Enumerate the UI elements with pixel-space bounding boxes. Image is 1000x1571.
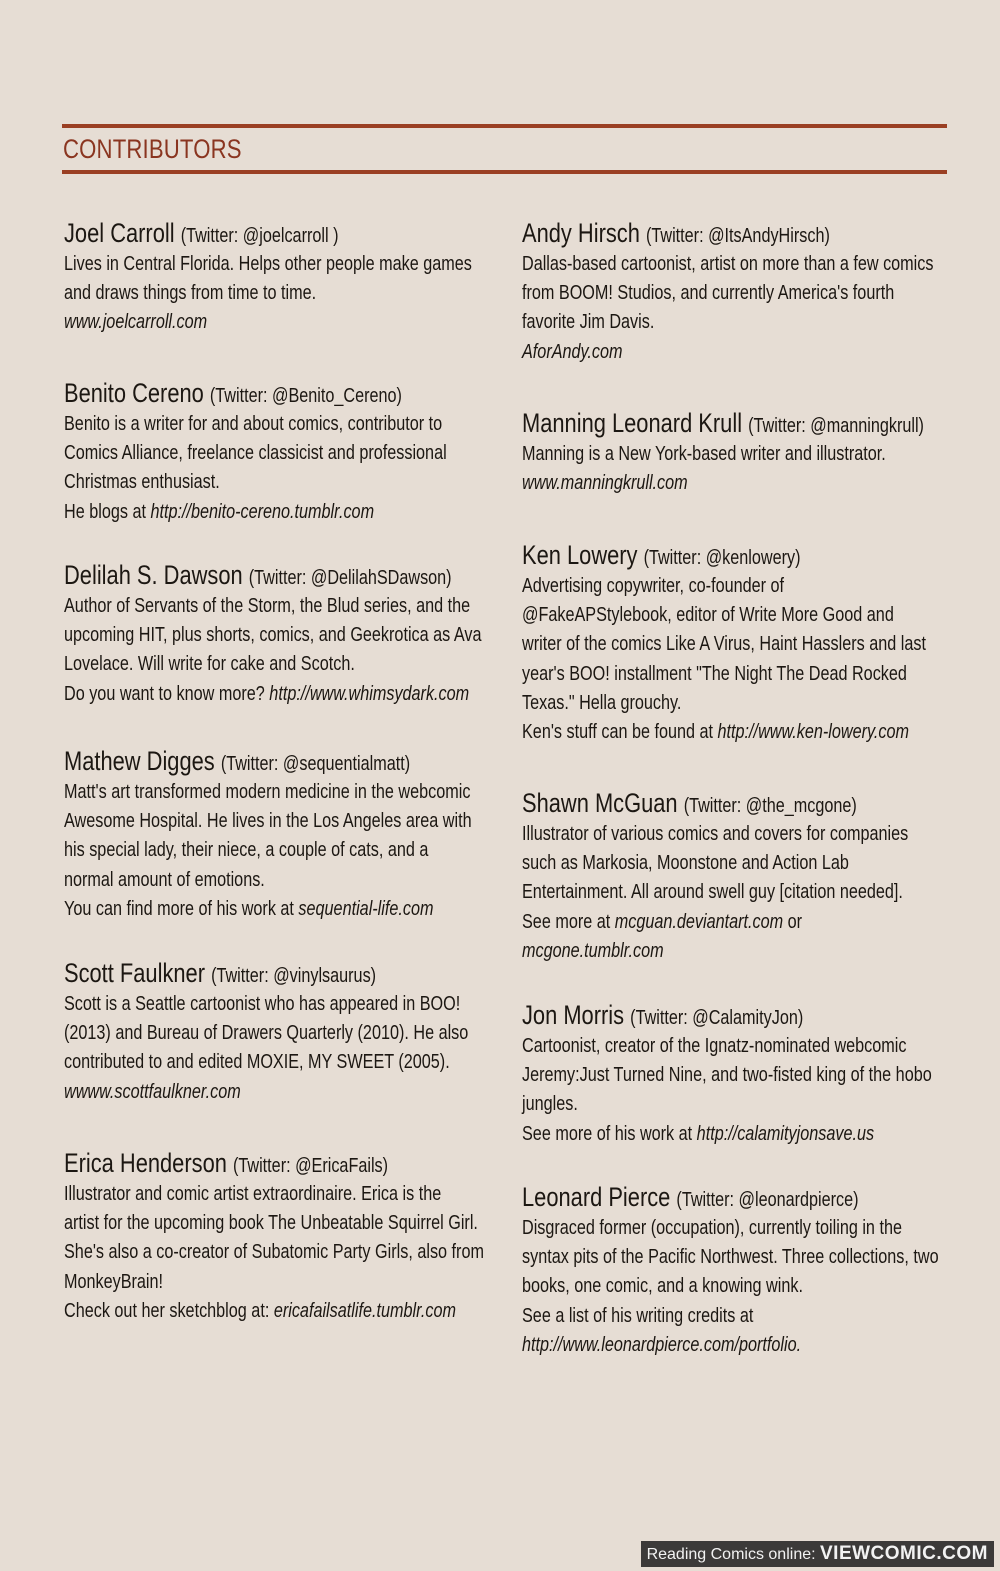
header-top-rule <box>62 124 947 128</box>
twitter-handle[interactable]: (Twitter: @vinylsaurus) <box>211 965 377 987</box>
contributor-name: Manning Leonard Krull <box>522 408 743 438</box>
bio-line: books, one comic, and a knowing wink. <box>522 1275 803 1298</box>
bio-line: Cartoonist, creator of the Ignatz-nominated webcomic <box>522 1035 907 1057</box>
website-link[interactable]: http://www.ken-lowery.com <box>717 720 910 743</box>
bio-line: favorite Jim Davis. <box>522 311 655 334</box>
bio-line: jungles. <box>522 1093 578 1116</box>
contributor-name: Joel Carroll <box>64 218 175 248</box>
twitter-handle[interactable]: (Twitter: @ItsAndyHirsch) <box>645 225 830 247</box>
bio-line: Benito is a writer for and about comics, contributor to <box>64 413 443 435</box>
bio-line: Comics Alliance, freelance classicist and professional <box>64 442 447 465</box>
contributor-entry <box>522 1180 943 1360</box>
twitter-handle[interactable]: (Twitter: @Benito_Cereno) <box>209 385 402 407</box>
bio-line: Awesome Hospital. He lives in the Los Angeles area with <box>64 810 472 833</box>
twitter-handle[interactable]: (Twitter: @leonardpierce) <box>676 1189 859 1211</box>
bio-line: writer of the comics Like A Virus, Haint Hasslers and last <box>522 633 926 656</box>
website-link[interactable]: http://www.whimsydark.com <box>269 682 470 705</box>
twitter-handle[interactable]: (Twitter: @CalamityJon) <box>630 1007 804 1029</box>
website-link[interactable]: wwww.scottfaulkner.com <box>64 1080 241 1103</box>
bio-line: contributed to and edited MOXIE, MY SWEET (2005). <box>64 1051 450 1074</box>
twitter-handle[interactable]: (Twitter: @the_mcgone) <box>683 795 857 817</box>
bio-line: See a list of his writing credits at <box>522 1304 754 1327</box>
twitter-handle[interactable]: (Twitter: @EricaFails) <box>232 1155 389 1177</box>
bio-line: Illustrator of various comics and covers for companies <box>522 823 909 845</box>
twitter-handle[interactable]: (Twitter: @DelilahSDawson) <box>248 567 452 589</box>
bio-line: and draws things from time to time. <box>64 282 317 305</box>
contributor-entry <box>64 376 485 527</box>
contributor-name: Andy Hirsch <box>522 218 640 248</box>
bio-line: upcoming HIT, plus shorts, comics, and Geekrotica as Ava <box>64 624 482 647</box>
bio-line: Texas." Hella grouchy. <box>522 691 682 714</box>
watermark-brand: VIEWCOMIC.COM <box>820 1543 988 1564</box>
bio-line: @FakeAPStylebook, editor of Write More Good and <box>522 604 894 627</box>
contributor-entry <box>522 538 943 747</box>
website-link-secondary[interactable]: mcgone.tumblr.com <box>522 939 664 962</box>
website-link[interactable]: www.joelcarroll.com <box>64 311 208 334</box>
link-prefix: He blogs at <box>64 500 151 523</box>
bio-line: Advertising copywriter, co-founder of <box>522 575 785 597</box>
bio-line: She's also a co-creator of Subatomic Party Girls, also from <box>64 1241 484 1264</box>
website-link[interactable]: mcguan.deviantart.com <box>614 910 784 933</box>
bio-line: from BOOM! Studios, and currently America's fourth <box>522 282 895 305</box>
link-prefix: Ken's stuff can be found at <box>522 720 718 743</box>
website-link[interactable]: ericafailsatlife.tumblr.com <box>273 1299 456 1322</box>
bio-line: Matt's art transformed modern medicine in the webcomic <box>64 781 471 803</box>
contributor-entry <box>64 216 485 338</box>
header-bottom-rule <box>62 170 947 174</box>
bio-line: artist for the upcoming book The Unbeatable Squirrel Girl. <box>64 1212 478 1235</box>
link-prefix: See more of his work at <box>522 1122 697 1145</box>
website-link[interactable]: http://www.leonardpierce.com/portfolio. <box>522 1333 802 1356</box>
bio-line: syntax pits of the Pacific Northwest. Three collections, two <box>522 1246 939 1269</box>
contributor-entry <box>522 216 943 367</box>
link-prefix: Check out her sketchblog at: <box>64 1299 274 1322</box>
contributor-entry <box>522 998 943 1149</box>
contributor-name: Delilah S. Dawson <box>64 560 243 590</box>
bio-line: such as Markosia, Moonstone and Action Lab <box>522 852 849 875</box>
bio-line: MonkeyBrain! <box>64 1270 164 1293</box>
website-link[interactable]: www.manningkrull.com <box>522 472 688 495</box>
bio-line: Illustrator and comic artist extraordinaire. Erica is the <box>64 1183 442 1205</box>
website-link[interactable]: AforAndy.com <box>522 340 623 363</box>
bio-line: Christmas enthusiast. <box>64 471 220 494</box>
bio-line: Dallas-based cartoonist, artist on more than a few comics <box>522 253 934 275</box>
website-link[interactable]: sequential-life.com <box>298 897 434 920</box>
bio-line: Lives in Central Florida. Helps other people make games <box>64 253 472 275</box>
bio-line: Author of Servants of the Storm, the Blud series, and the <box>64 595 471 617</box>
link-prefix: Do you want to know more? <box>64 682 270 705</box>
link-prefix: See more at <box>522 910 615 933</box>
section-title: CONTRIBUTORS <box>63 134 242 164</box>
contributor-name: Scott Faulkner <box>64 958 206 988</box>
twitter-handle[interactable]: (Twitter: @joelcarroll ) <box>180 225 339 247</box>
contributor-entry <box>64 558 485 709</box>
contributor-entry <box>522 786 943 966</box>
twitter-handle[interactable]: (Twitter: @sequentialmatt) <box>220 753 411 775</box>
contributor-name: Leonard Pierce <box>522 1182 671 1212</box>
contributor-entry <box>64 956 485 1107</box>
link-suffix: or <box>783 910 803 933</box>
bio-line: Lovelace. Will write for cake and Scotch. <box>64 653 355 676</box>
bio-line: his special lady, their niece, a couple of cats, and a <box>64 839 429 862</box>
link-prefix: You can find more of his work at <box>64 897 299 920</box>
bio-line: (2013) and Bureau of Drawers Quarterly (2010). He also <box>64 1022 469 1045</box>
bio-line: Scott is a Seattle cartoonist who has appeared in BOO! <box>64 993 461 1015</box>
bio-line: Manning is a New York-based writer and illustrator. <box>522 443 886 465</box>
contributor-entry <box>522 406 943 498</box>
twitter-handle[interactable]: (Twitter: @kenlowery) <box>643 547 801 569</box>
website-link[interactable]: http://calamityjonsave.us <box>696 1122 875 1145</box>
contributor-entry <box>64 1146 485 1326</box>
website-link[interactable]: http://benito-cereno.tumblr.com <box>150 500 375 523</box>
bio-line: year's BOO! installment "The Night The Dead Rocked <box>522 662 907 685</box>
contributor-name: Ken Lowery <box>522 540 638 570</box>
contributor-name: Benito Cereno <box>64 378 204 408</box>
watermark-banner[interactable] <box>641 1541 994 1567</box>
watermark-text: Reading Comics online: <box>646 1546 820 1563</box>
bio-line: Entertainment. All around swell guy [citation needed]. <box>522 881 903 904</box>
section-header <box>62 124 947 176</box>
contributor-name: Erica Henderson <box>64 1148 227 1178</box>
contributor-entry <box>64 744 485 924</box>
contributor-name: Mathew Digges <box>64 746 215 776</box>
twitter-handle[interactable]: (Twitter: @manningkrull) <box>748 415 924 437</box>
bio-line: normal amount of emotions. <box>64 868 265 891</box>
contributor-name: Shawn McGuan <box>522 788 678 818</box>
bio-line: Disgraced former (occupation), currently toiling in the <box>522 1217 902 1239</box>
bio-line: Jeremy:Just Turned Nine, and two-fisted king of the hobo <box>522 1064 932 1087</box>
contributor-name: Jon Morris <box>522 1000 625 1030</box>
